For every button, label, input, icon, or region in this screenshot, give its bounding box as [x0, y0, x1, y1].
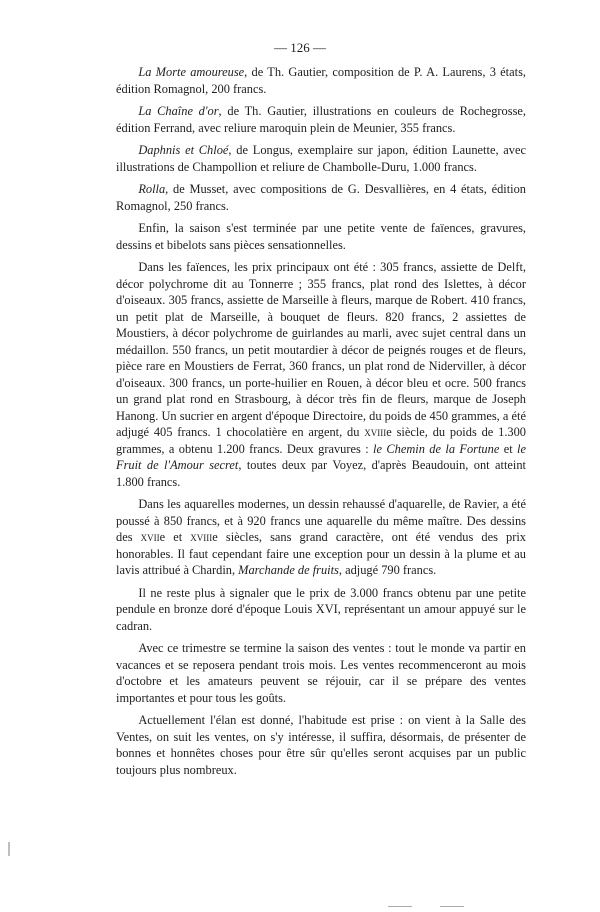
paragraph-text: Enfin, la saison s'est terminée par une petite vente de faïences, gravures, dessins et bibelots sans pièces sensationnelles.	[116, 221, 526, 252]
century-numeral: xviii	[190, 530, 213, 544]
paragraph-text: , de Longus, exemplaire sur japon, édition Launette, avec illustrations de Champollion et reliure de Chambolle-Duru, 1.000 francs.	[116, 143, 527, 174]
paragraph-rolla	[116, 181, 526, 214]
engraving-title: le Chemin de la Fortune	[373, 441, 500, 456]
paragraph-text: Il ne reste plus à signaler que le prix de 3.000 francs obtenu par une petite pendule en bronze doré d'époque Louis XVI, représentant un amour appuyé sur le cadran.	[116, 585, 526, 633]
paragraph-text: e siècle, du poids de 1.300 grammes, a obtenu 1.200 francs. Deux gravures :	[116, 425, 526, 456]
paragraph-trimestre	[116, 640, 526, 706]
page-number: — 126 —	[274, 40, 326, 55]
paragraph-text: Actuellement l'élan est donné, l'habitude est prise : on vient à la Salle des Ventes, on suit les ventes, on s'y intéresse, il suffira, désormais, de présenter de bonnes et honnêtes choses pour être sûr qu'elles seront acquises par un public toujours plus nombreux.	[116, 713, 526, 777]
century-numeral: xviii	[364, 425, 387, 439]
paragraph-aquarelles	[116, 496, 526, 579]
century-numeral: xvii	[140, 530, 160, 544]
book-title: La Morte amoureuse	[138, 65, 245, 79]
paragraph-text: et	[499, 441, 518, 456]
book-title: Rolla	[138, 182, 166, 196]
paragraph-text: , de Th. Gautier, composition de P. A. Laurens, 3 états, édition Romagnol, 200 francs.	[116, 65, 526, 96]
paragraph-chaine-d-or	[116, 103, 526, 136]
book-title: Daphnis et Chloé	[138, 143, 229, 157]
paragraph-pendule	[116, 585, 526, 635]
book-title: La Chaîne d'or	[138, 104, 219, 118]
paragraph-text: e et	[159, 530, 191, 544]
paragraph-text: , de Th. Gautier, illustrations en couleurs de Rochegrosse, édition Ferrand, avec reliure maroquin plein de Meunier, 355 francs.	[116, 104, 526, 135]
paragraph-text: , adjugé 790 francs.	[338, 563, 437, 577]
article-body	[116, 64, 526, 784]
scan-artifact	[388, 906, 412, 907]
scan-artifact	[440, 906, 464, 907]
engraving-title: le Fruit de l'Amour secret	[116, 441, 526, 472]
scan-artifact	[8, 842, 10, 856]
drawing-title: Marchande de fruits	[238, 563, 339, 577]
paragraph-text: , de Musset, avec compositions de G. Desvallières, en 4 états, édition Romagnol, 250 francs.	[116, 182, 526, 213]
paragraph-text: , toutes deux par Voyez, d'après Beaudouin, ont atteint 1.800 francs.	[116, 458, 526, 489]
paragraph-text: e siècles, sans grand caractère, ont été vendus des prix honorables. Il faut cependant faire une exception pour un dessin à la plume et au lavis attribué à Chardin,	[116, 530, 527, 577]
paragraph-text: Dans les aquarelles modernes, un dessin rehaussé d'aquarelle, de Ravier, a été poussé à 850 francs, et à 920 francs une aquarelle du même maître. Des dessins des	[116, 497, 526, 544]
paragraph-season-end	[116, 220, 526, 253]
paragraph-conclusion	[116, 712, 526, 778]
paragraph-morte-amoureuse	[116, 64, 526, 97]
paragraph-text: Dans les faïences, les prix principaux ont été : 305 francs, assiette de Delft, décor polychrome dit au Tonnerre ; 355 francs, plat rond des Islettes, à décor d'oiseaux. 305 francs, assiette de Marseille à fleurs, marque de Robert. 410 francs, un petit plat de Marseille, à bouquet de fleurs. 820 francs, 2 assiettes de Moustiers, à décor polychrome de guirlandes au marli, avec sujet central dans un médaillon. 550 francs, un petit moutardier à décor de peignés rouges et de fleurs, pièce rare en Moustiers de Ferrat, 360 francs, un plat rond de Niderviller, à décor d'oiseaux. 300 francs, un porte-huilier en Rouen, à décor bleu et ocre. 500 francs un grand plat rond en Strasbourg, à décor très fin de fleurs, marque de Joseph Hanong. Un sucrier en argent d'époque Directoire, du poids de 450 grammes, a été adjugé 405 francs. 1 chocolatière en argent, du	[116, 260, 526, 439]
paragraph-faiences	[116, 259, 526, 490]
paragraph-text: Avec ce trimestre se termine la saison des ventes : tout le monde va partir en vacances et se reposera pendant trois mois. Les ventes recommenceront au mois d'octobre et les amateurs peuvent se réjouir, car il se prépare des ventes importantes et pour tous les goûts.	[116, 641, 526, 705]
paragraph-daphnis-et-chloe	[116, 142, 526, 175]
